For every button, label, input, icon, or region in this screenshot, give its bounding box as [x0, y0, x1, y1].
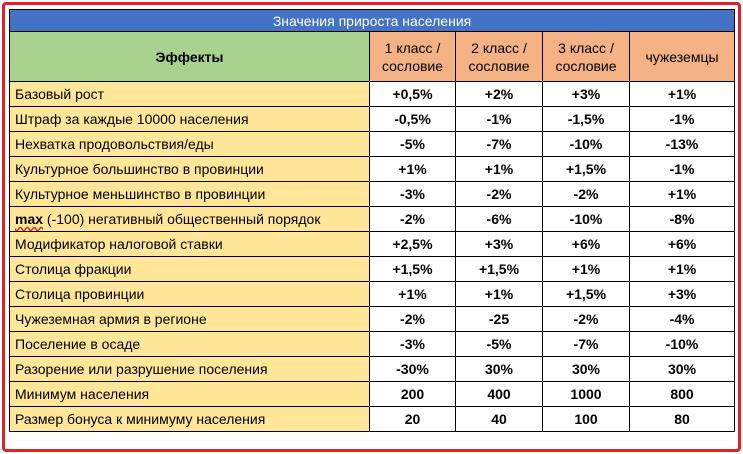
value-cell: 30%	[543, 357, 630, 382]
value-cell: -5%	[456, 332, 543, 357]
value-cell: +1,5%	[370, 257, 456, 282]
effect-label: Размер бонуса к минимуму населения	[10, 407, 370, 432]
value-cell: +3%	[543, 82, 630, 107]
table-row	[10, 357, 735, 382]
table-row	[10, 132, 735, 157]
value-cell: +6%	[630, 232, 735, 257]
value-cell: +3%	[630, 282, 735, 307]
value-cell: -2%	[370, 207, 456, 232]
table-row	[10, 282, 735, 307]
effect-label: Столица фракции	[10, 257, 370, 282]
table-row	[10, 207, 735, 232]
effect-label: Разорение или разрушение поселения	[10, 357, 370, 382]
value-cell: +2,5%	[370, 232, 456, 257]
table-row	[10, 107, 735, 132]
table-row	[10, 182, 735, 207]
table-row	[10, 82, 735, 107]
effect-label: Культурное большинство в провинции	[10, 157, 370, 182]
value-cell: -8%	[630, 207, 735, 232]
value-cell: +1,5%	[456, 257, 543, 282]
value-cell: -2%	[370, 307, 456, 332]
value-cell: 1000	[543, 382, 630, 407]
value-cell: +1%	[630, 182, 735, 207]
effect-label: Чужеземная армия в регионе	[10, 307, 370, 332]
value-cell: -1%	[630, 107, 735, 132]
value-cell: -2%	[543, 182, 630, 207]
effect-label: Минимум населения	[10, 382, 370, 407]
value-cell: -10%	[543, 207, 630, 232]
value-cell: -2%	[456, 182, 543, 207]
value-cell: -13%	[630, 132, 735, 157]
value-cell: +1,5%	[543, 157, 630, 182]
value-cell: 80	[630, 407, 735, 432]
value-cell: +2%	[456, 82, 543, 107]
value-cell: +1%	[630, 82, 735, 107]
value-cell: -10%	[543, 132, 630, 157]
header-effects: Эффекты	[10, 32, 370, 82]
value-cell: 400	[456, 382, 543, 407]
value-cell: +1%	[370, 282, 456, 307]
value-cell: -1%	[630, 157, 735, 182]
value-cell: -25	[456, 307, 543, 332]
value-cell: -0,5%	[370, 107, 456, 132]
value-cell: -1,5%	[543, 107, 630, 132]
effect-label: Культурное меньшинство в провинции	[10, 182, 370, 207]
table-row	[10, 332, 735, 357]
value-cell: -4%	[630, 307, 735, 332]
value-cell: 40	[456, 407, 543, 432]
table-row	[10, 157, 735, 182]
max-keyword: max	[15, 211, 44, 227]
table-row	[10, 407, 735, 432]
table-row	[10, 307, 735, 332]
value-cell: 30%	[630, 357, 735, 382]
table-title: Значения прироста населения	[10, 10, 735, 32]
value-cell: +1%	[456, 282, 543, 307]
value-cell: +1%	[543, 257, 630, 282]
value-cell: 20	[370, 407, 456, 432]
value-cell: 30%	[456, 357, 543, 382]
effect-label: Нехватка продовольствия/еды	[10, 132, 370, 157]
value-cell: -7%	[456, 132, 543, 157]
value-cell: -1%	[456, 107, 543, 132]
value-cell: +0,5%	[370, 82, 456, 107]
header-row	[10, 32, 735, 82]
header-class-2: 2 класс / сословие	[456, 32, 543, 82]
value-cell: 800	[630, 382, 735, 407]
table-row	[10, 257, 735, 282]
effect-label-rest: (-100) негативный общественный порядок	[43, 211, 321, 227]
header-foreigners: чужеземцы	[630, 32, 735, 82]
value-cell: -5%	[370, 132, 456, 157]
effect-label: Базовый рост	[10, 82, 370, 107]
value-cell: +6%	[543, 232, 630, 257]
value-cell: +1%	[370, 157, 456, 182]
value-cell: -3%	[370, 332, 456, 357]
value-cell: -2%	[543, 307, 630, 332]
table-row	[10, 232, 735, 257]
table-row	[10, 382, 735, 407]
effect-label: Столица провинции	[10, 282, 370, 307]
value-cell: 100	[543, 407, 630, 432]
value-cell: -30%	[370, 357, 456, 382]
effect-label: Модификатор налоговой ставки	[10, 232, 370, 257]
header-class-3: 3 класс / сословие	[543, 32, 630, 82]
value-cell: -7%	[543, 332, 630, 357]
title-row	[10, 10, 735, 32]
value-cell: +3%	[456, 232, 543, 257]
effect-label	[10, 207, 370, 232]
header-class-1: 1 класс / сословие	[370, 32, 456, 82]
effect-label: Поселение в осаде	[10, 332, 370, 357]
value-cell: -10%	[630, 332, 735, 357]
value-cell: +1,5%	[543, 282, 630, 307]
effect-label: Штраф за каждые 10000 населения	[10, 107, 370, 132]
value-cell: -3%	[370, 182, 456, 207]
value-cell: +1%	[630, 257, 735, 282]
value-cell: -6%	[456, 207, 543, 232]
value-cell: 200	[370, 382, 456, 407]
population-growth-table	[9, 9, 735, 432]
value-cell: +1%	[456, 157, 543, 182]
